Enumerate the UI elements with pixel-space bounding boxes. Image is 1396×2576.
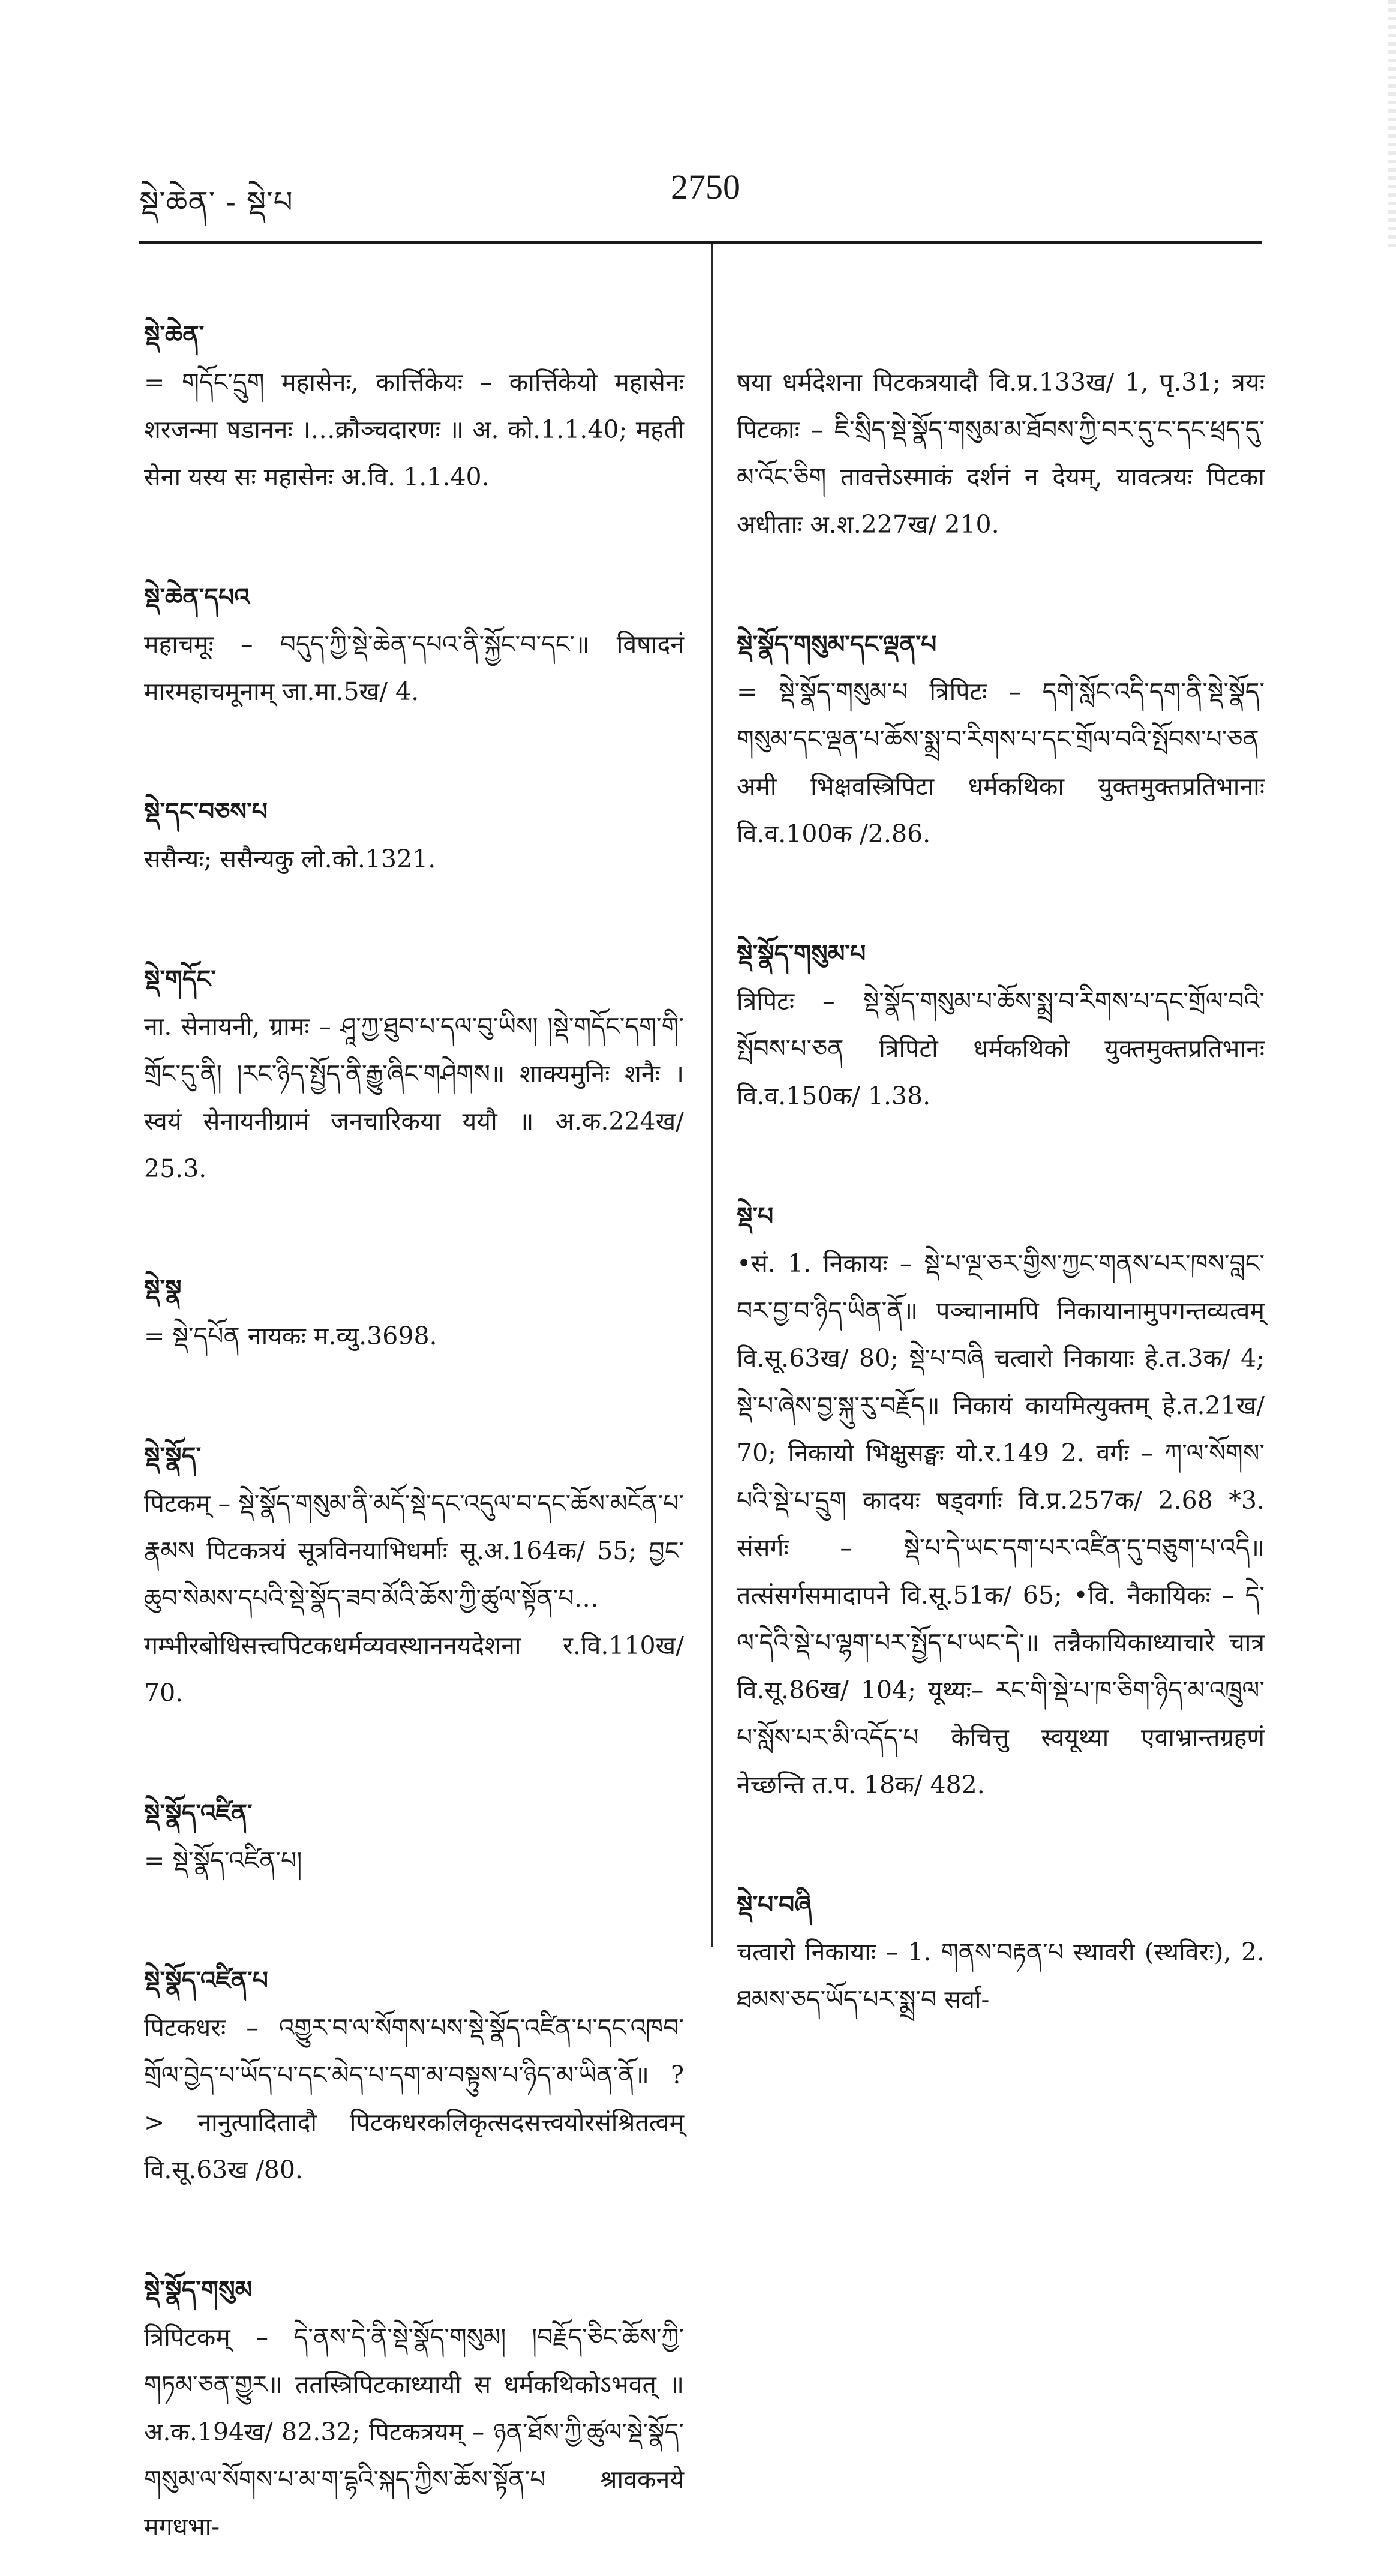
entry-body: = སྡེ་དཔོན नायकः म.व्यु.3698.: [144, 1322, 437, 1350]
entry-headword: སྡེ་སྣོད་གསུམ: [144, 2275, 253, 2304]
scan-edge-artifact: [1388, 0, 1396, 252]
dictionary-entry: [144, 908, 684, 1193]
entry-headword: སྡེ་པ: [737, 1202, 774, 1230]
entry-headword: སྡེ་ཆེན་: [144, 320, 205, 349]
dictionary-entry: [737, 574, 1265, 858]
entry-headword: སྡེ་པ་བཞི: [737, 1890, 812, 1919]
entry-headword: སྡེ་སྣོད་གསུམ་པ: [737, 939, 866, 968]
entry-body: = གདོང་དྲུག महासेनः, कार्त्तिकेयः – कार्त्तिकेयो महासेनः शरजन्मा षडाननः ।…क्रौञ्चदारणः ॥ अ. को.1.1.40; महती सेना यस्य सः महासेनः अ.वि. 1.1.40.: [144, 368, 684, 491]
entry-headword: སྡེ་སྣ: [144, 1274, 182, 1303]
entry-body: पिटकधरः – འགྱུར་བ་ལ་སོགས་པས་སྡེ་སྣོད་འཛིན་པ་དང་འཁབ་གྲོལ་བྱེད་པ་ཡོད་པ་དང་མེད་པ་དག་མ་བསྟུས་པ་ཉིད་མ་ཡིན་ནོ॥ ?> नानुत्पादितादौ पिटकधरकलिकृत्सदसत्त्वयोरसंश्रितत्वम् वि.सू.63ख /80.: [144, 2013, 684, 2184]
entry-body: त्रिपिटकम् – དེ་ནས་དེ་ནི་སྡེ་སྣོད་གསུམ། །བརྗོད་ཅིང་ཆོས་ཀྱི་གཏམ་ཅན་གྱུར॥ ततस्त्रिपिटकाध्यायी स धर्मकथिकोऽभवत् ॥ अ.क.194ख/ 82.32; पिटकत्रयम् – ཉན་ཐོས་ཀྱི་ཚུལ་སྡེ་སྣོད་གསུམ་ལ་སོགས་པ་མ་ག་དྷའི་སྐད་ཀྱིས་ཆོས་སྟོན་པ श्रावकनये मगधभा-: [144, 2323, 684, 2541]
entry-headword: སྡེ་སྣོད་: [144, 1442, 202, 1470]
entry-headword: སྡེ་སྣོད་འཛིན་པ: [144, 1966, 268, 1995]
dictionary-entry: [144, 526, 684, 716]
dictionary-entry: [144, 2219, 684, 2551]
dictionary-entry: [737, 883, 1265, 1120]
entry-body: = སྡེ་སྣོད་གསུམ་པ त्रिपिटः – དགེ་སློང་འདི་དག་ནི་སྡེ་སྣོད་གསུམ་དང་ལྡན་པ་ཆོས་སྨྲ་བ་རིགས་པ་དང་གྲོལ་བའི་སྤོབས་པ་ཅན अमी भिक्षवस्त्रिपिटा धर्मकथिका युक्तमुक्तप्रतिभानाः वि.व.100क /2.86.: [737, 677, 1265, 848]
entry-headword: སྡེ་སྣོད་འཛིན་: [144, 1799, 253, 1827]
entry-headword: སྡེ་གདོང་: [144, 965, 216, 993]
entry-headword: སྡེ་ཆེན་དཔའ: [144, 583, 250, 611]
dictionary-entry: [144, 1385, 684, 1717]
entry-body: ससैन्यः; ससैन्यकु लो.को.1321.: [144, 845, 436, 873]
entry-body: षया धर्मदेशना पिटकत्रयादौ वि.प्र.133ख/ 1, पृ.31; त्रयः पिटकाः – ཇི་སྲིད་སྡེ་སྣོད་གསུམ་མ་ཐོབས་ཀྱི་བར་དུ་ང་དང་ཕྲད་དུ་མ་འོང་ཅིག तावत्तेऽस्माकं दर्शनं न देयम्, यावत्त्रयः पिटका अधीताः अ.श.227ख/ 210.: [737, 368, 1265, 539]
running-head: སྡེ་ཆེན་ - སྡེ་པ: [139, 185, 293, 220]
left-column: [144, 264, 684, 2576]
dictionary-entry: [737, 1834, 1265, 2023]
page-number: 2750: [671, 167, 740, 206]
entry-body: पिटकम् – སྡེ་སྣོད་གསུམ་ནི་མདོ་སྡེ་དང་འདུལ་བ་དང་ཆོས་མངོན་པ་རྣམས पिटकत्रयं सूत्रविनयाभिधर्माः सू.अ.164क/ 55; བྱང་ཆུབ་སེམས་དཔའི་སྡེ་སྣོད་ཟབ་མོའི་ཆོས་ཀྱི་ཚུལ་སྟོན་པ…गम्भीरबोधिसत्त्वपिटकधर्मव्यवस्थाननयदेशना र.वि.110ख/ 70.: [144, 1489, 684, 1707]
entry-body: चत्वारो निकायाः – 1. གནས་བརྟན་པ स्थावरी (स्थविरः), 2. ཐམས་ཅད་ཡོད་པར་སྨྲ་བ सर्वा-: [737, 1938, 1265, 2014]
dictionary-entry: [144, 1910, 684, 2194]
right-column: [737, 264, 1265, 2049]
dictionary-entry: [144, 264, 684, 501]
dictionary-entry: [144, 1218, 684, 1360]
entry-body: •सं. 1. निकायः – སྡེ་པ་ལྔ་ཅར་གྱིས་ཀྱང་གནས་པར་ཁས་བླང་བར་བྱ་བ་ཉིད་ཡིན་ནོ॥ पञ्चानामपि निकायानामुपगन्तव्यत्वम् वि.सू.63ख/ 80; སྡེ་པ་བཞི चत्वारो निकायाः हे.त.3क/ 4; སྡེ་པ་ཞེས་བྱ་སྐུ་རུ་བརྗོད॥ निकायं कायमित्युक्तम् हे.त.21ख/ 70; निकायो भिक्षुसङ्घः यो.र.149 2. वर्गः – ཀ་ལ་སོགས་པའི་སྡེ་པ་དྲུག कादयः षड्वर्गाः वि.प्र.257क/ 2.68 *3. संसर्गः – སྡེ་པ་དེ་ཡང་དག་པར་འཛིན་དུ་བཅུག་པ་འདི॥ तत्संसर्गसमादापने वि.सू.51क/ 65; •वि. नैकायिकः – དེ་ལ་དེའི་སྡེ་པ་ལྷག་པར་སྤྱོད་པ་ཡང་དེ་॥ तन्नैकायिकाध्याचारे चात्र वि.सू.86ख/ 104; यूथ्यः– རང་གི་སྡེ་པ་ཁ་ཅིག་ཉིད་མ་འཁྲུལ་པ་སློས་པར་མི་འདོད་པ केचित्तु स्वयूथ्या एवाभ्रान्तग्रहणं नेच्छन्ति त.प. 18क/ 482.: [737, 1249, 1265, 1799]
column-divider: [711, 244, 713, 1947]
dictionary-entry: [737, 1145, 1265, 1809]
header-rule: [139, 241, 1262, 244]
entry-body: महाचमूः – བདུད་ཀྱི་སྡེ་ཆེན་དཔའ་ནི་སྐྱོང་བ་དང་॥ विषादनं मारमहाचमूनाम् जा.मा.5ख/ 4.: [144, 630, 684, 706]
entry-body: = སྡེ་སྣོད་འཛིན་པ།: [144, 1846, 302, 1875]
entry-headword: སྡེ་དང་བཅས་པ: [144, 797, 268, 826]
entry-headword: སྡེ་སྣོད་གསུམ་དང་ལྡན་པ: [737, 630, 937, 659]
dictionary-entry: [144, 1742, 684, 1884]
entry-body: ना. सेनायनी, ग्रामः – ཤཱ་ཀྱ་ཐུབ་པ་དལ་བུ་ཡིས། །སྡེ་གདོང་དག་གི་གྲོང་དུ་ནི། །རང་ཉིད་སྤྱོད་ནི་རྒྱུ་ཞིང་གཤེགས॥ शाक्यमुनिः शनैः । स्वयं सेनायनीग्रामं जनचारिकया ययौ ॥ अ.क.224ख/ 25.3.: [144, 1012, 684, 1183]
dictionary-entry: [144, 741, 684, 883]
entry-body: त्रिपिटः – སྡེ་སྣོད་གསུམ་པ་ཆོས་སྨྲ་བ་རིགས་པ་དང་གྲོལ་བའི་སྤོབས་པ་ཅན त्रिपिटो धर्मकथिको युक्तमुक्तप्रतिभानः वि.व.150क/ 1.38.: [737, 987, 1265, 1110]
dictionary-entry-continuation: [737, 264, 1265, 548]
